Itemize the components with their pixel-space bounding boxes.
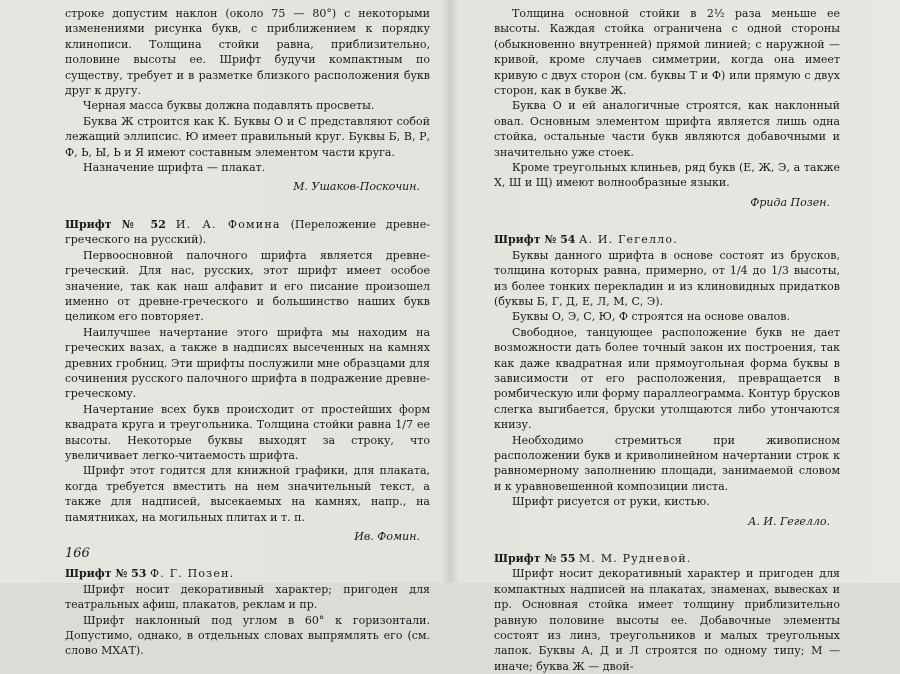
- paragraph: Шрифт носит декоративный характер; пригоден для театральных афиш, плакатов, реклам и пр.: [65, 582, 430, 612]
- paragraph: Черная масса буквы должна подавлять просветы.: [83, 99, 375, 113]
- heading-number: Шрифт № 53: [65, 567, 147, 581]
- heading-author: М. М. Рудневой.: [578, 552, 692, 565]
- section-heading-55: [494, 551, 840, 566]
- paragraph: Наилучшее начертание этого шрифта мы находим на греческих вазах, а также в надписях высеченных на камнях древних гробниц. Эти шрифты послужили мне образцами для сочинения русского палочного шрифта в подражение древне-греческому.: [65, 325, 430, 401]
- paragraph: Буквы данного шрифта в основе состоят из брусков, толщина которых равна, примерно, от 1/4 до 1/3 высоты, из более тонких перекладин и из клиновидных придатков (буквы Б, Г, Д, Е, Л, М, С, Э).: [494, 248, 840, 308]
- paragraph: Первоосновной палочного шрифта является древне-греческий. Для нас, русских, этот шрифт имеет особое значение, так как наш алфавит и его писание произошел именно от древне-греческого и большинство наших букв целиком его повторяет.: [65, 248, 430, 324]
- heading-author: Ф. Г. Позен.: [149, 567, 235, 581]
- author-signature: М. Ушаков-Поскочин.: [293, 180, 420, 194]
- paragraph: Кроме треугольных клиньев, ряд букв (Е, Ж, Э, а также Х, Ш и Щ) имеют волнообразные языки.: [494, 161, 840, 190]
- section-heading-53: [65, 566, 430, 581]
- paragraph: Шрифт наклонный под углом в 60° к горизонтали. Допустимо, однако, в отдельных словах выпрямлять его (см. слово МХАТ).: [65, 613, 430, 658]
- heading-number: Шрифт № 55: [494, 552, 576, 565]
- paragraph: Буква О и ей аналогичные строятся, как наклонный овал. Основным элементом шрифта является лишь одна стойка, остальные части букв являются добавочными и значительно уже стоек.: [494, 99, 840, 159]
- right-page: [450, 0, 900, 673]
- paragraph: строке допустим наклон (около 75 — 80°) с некоторыми изменениями рисунка букв, с приближением к порядку клинописи. Толщина стойки равна, приблизительно, половине высоты ее. Шрифт будучи компактным по существу, требует и в разметке близкого расположения букв друг к другу.: [65, 7, 430, 98]
- paragraph: Шрифт носит декоративный характер и пригоден для компактных надписей на плакатах, знаменах, вывесках и пр. Основная стойка имеет толщину приблизительно равную половине высоты ее. Добавочные элементы состоят из линз, треугольников и малых треугольных лапок. Буквы А, Д и Л строятся по одному типу; М — иначе; буква Ж — двой-: [494, 567, 840, 673]
- paragraph: Буква Ж строится как К. Буквы О и С представляют собой лежащий эллипсис. Ю имеет правильный круг. Буквы Б, В, Р, Ф, Ь, Ы, Ь и Я имеют составным элементом части круга.: [65, 114, 430, 159]
- author-signature: Ив. Фомин.: [354, 530, 420, 543]
- author-signature: Фрида Позен.: [750, 195, 830, 209]
- paragraph: Начертание всех букв происходит от простейших форм квадрата круга и треугольника. Толщина стойки равна 1/7 ее высоты. Некоторые буквы выходят за строку, что увеличивает легко-читаемость шрифта.: [65, 402, 430, 462]
- heading-author: И. А. Фомина: [175, 217, 281, 231]
- heading-number: Шрифт № 54: [494, 233, 576, 247]
- section-heading-54: [494, 232, 840, 247]
- paragraph: Шрифт рисуется от руки, кистью.: [512, 495, 710, 509]
- paragraph: Необходимо стремиться при живописном расположении букв и криволинейном начертании строк к равномерному заполнению площади, занимаемой словом и к уравновешенной композиции листа.: [494, 433, 840, 493]
- author-signature: А. И. Гегелло.: [748, 514, 830, 528]
- heading-note: (Переложение древне-греческого на русский).: [65, 217, 430, 247]
- paragraph: Толщина основной стойки в 2½ раза меньше ее высоты. Каждая стойка ограничена с одной стороны (обыкновенно внутренней) прямой линией; с наружной — кривой, кроме случаев симметрии, когда она имеет кривую с двух сторон (см. буквы Т и Ф) или прямую с двух сторон, как в букве Ж.: [494, 7, 840, 98]
- heading-number: Шрифт № 52: [65, 217, 166, 231]
- left-page: [0, 0, 450, 658]
- heading-author: А. И. Гегелло.: [578, 233, 678, 247]
- paragraph: Буквы О, Э, С, Ю, Ф строятся на основе овалов.: [512, 310, 790, 324]
- paragraph: Свободное, танцующее расположение букв не дает возможности дать более точный закон их построения, так как даже квадратная или прямоугольная форма буквы в зависимости от его расположения, превращается в ромбическую или форму параллеограмма. Контур брусков слегка выгибается, бруски утолщаются либо утончаются книзу.: [494, 325, 840, 432]
- section-heading-52: [65, 217, 430, 248]
- page-number: 166: [65, 546, 90, 561]
- paragraph: Назначение шрифта — плакат.: [83, 161, 266, 175]
- paragraph: Шрифт этот годится для книжной графики, для плаката, когда требуется вместить на нем значительный текст, а также для надписей, высекаемых на камнях, напр., на памятниках, на могильных плитах и т. п.: [65, 464, 430, 524]
